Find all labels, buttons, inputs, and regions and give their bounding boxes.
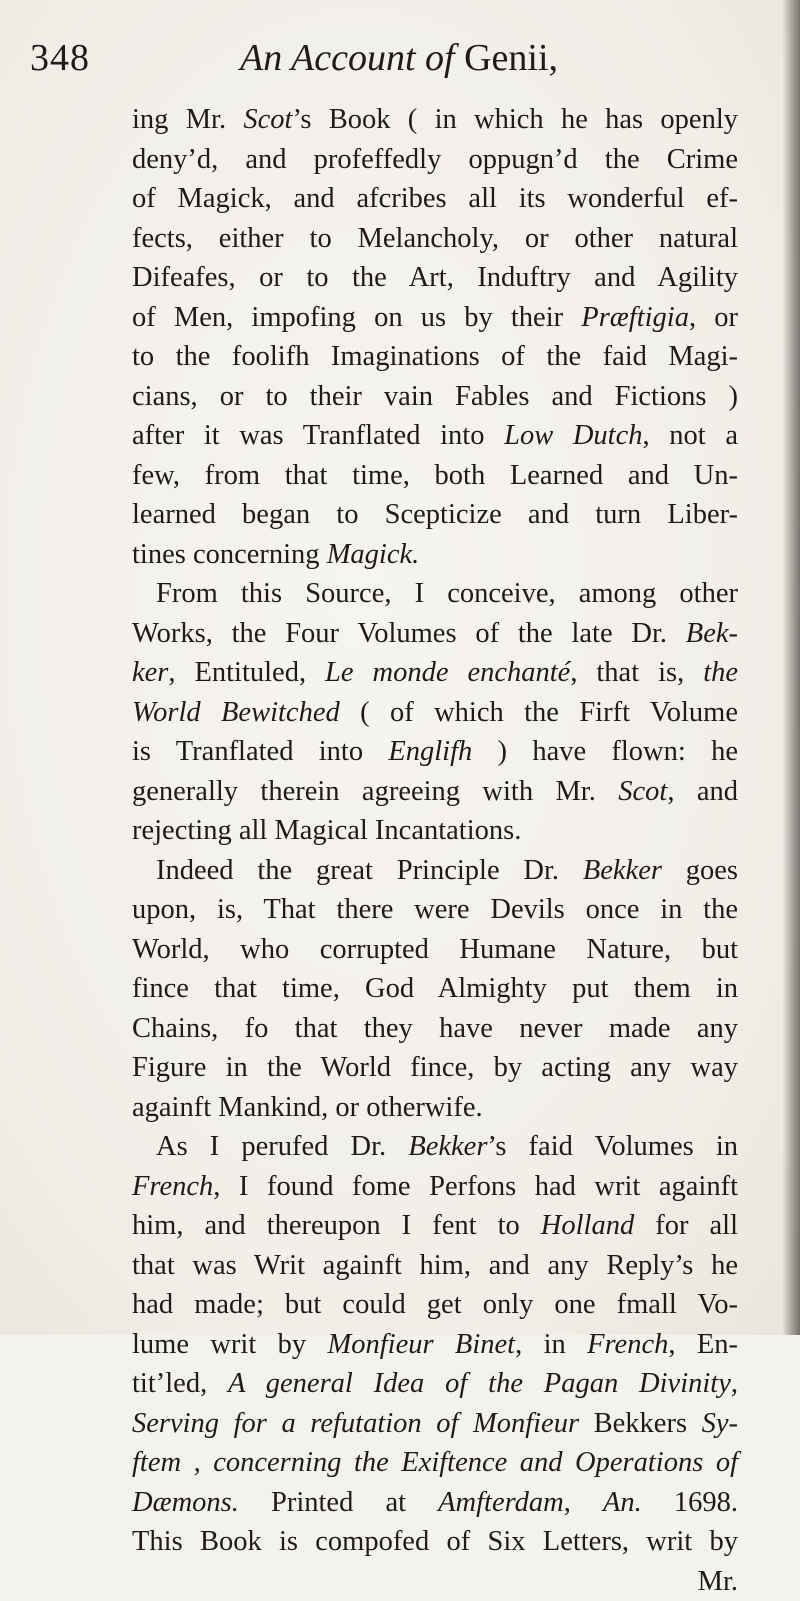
text-run: ( of which the Firft Volume	[340, 697, 738, 728]
text-run: had made; but could get only one fmall Vo-	[132, 1289, 738, 1320]
text-run: Indeed the great Principle Dr.	[156, 855, 583, 886]
running-head-italic: An Account of	[240, 37, 455, 79]
italic-run: Monfieur Binet	[328, 1329, 516, 1360]
text-run: Works, the Four Volumes of the late Dr.	[132, 618, 686, 649]
text-run: after it was Tranflated into	[132, 420, 504, 451]
text-line	[132, 416, 738, 456]
text-line	[132, 732, 738, 772]
text-run: of Magick, and afcribes all its wonderful ef-	[132, 183, 738, 214]
text-run: ) have flown: he	[472, 736, 738, 767]
italic-run: World Bewitched	[132, 697, 340, 728]
text-line	[132, 1443, 738, 1483]
text-run: that was Writ againft him, and any Reply’s he	[132, 1250, 738, 1281]
text-run: , in	[515, 1329, 587, 1360]
italic-run: Serving for a refutation of Monfieur	[132, 1408, 579, 1439]
text-run: fince that time, God Almighty put them in	[132, 973, 738, 1004]
text-line	[132, 456, 738, 496]
text-run: Bekkers	[579, 1408, 702, 1439]
text-line	[132, 1127, 738, 1167]
text-run: ’s faid Volumes in	[487, 1131, 738, 1162]
italic-run: ker	[132, 657, 168, 688]
body-text	[132, 100, 738, 1601]
italic-run: French	[132, 1171, 213, 1202]
text-run: , En-	[668, 1329, 738, 1360]
text-line	[132, 100, 738, 140]
italic-run: An.	[603, 1487, 642, 1518]
italic-run: Bekker	[408, 1131, 487, 1162]
text-run: , or	[689, 302, 738, 333]
text-run: Printed at	[239, 1487, 438, 1518]
text-run: is Tranflated into	[132, 736, 388, 767]
text-run: , I found fome Perfons had writ againft	[213, 1171, 738, 1202]
text-run: againft Mankind, or otherwife.	[132, 1092, 483, 1123]
text-run: Difeafes, or to the Art, Induftry and Agility	[132, 262, 738, 293]
text-run: fects, either to Melancholy, or other natural	[132, 223, 738, 254]
text-line	[132, 1404, 738, 1444]
italic-run: Amfterdam	[438, 1487, 564, 1518]
text-run: generally therein agreeing with Mr.	[132, 776, 618, 807]
text-run: , Entituled,	[168, 657, 325, 688]
text-line	[132, 535, 738, 575]
text-run: This Book is compofed of Six Letters, writ by	[132, 1526, 738, 1557]
italic-run: Dæmons.	[132, 1487, 239, 1518]
italic-run: Magick.	[327, 539, 420, 570]
italic-run: Sy-	[702, 1408, 738, 1439]
italic-run: ftem , concerning the Exiftence and Operations of	[132, 1447, 738, 1478]
text-run: Chains, fo that they have never made any	[132, 1013, 738, 1044]
text-line	[132, 930, 738, 970]
text-run: , and	[667, 776, 738, 807]
italic-run: Bekker	[583, 855, 662, 886]
italic-run: Scot	[243, 104, 292, 135]
text-run: , that is,	[570, 657, 703, 688]
text-line	[132, 1522, 738, 1562]
text-run: tines concerning	[132, 539, 327, 570]
page-edge-shadow	[782, 0, 800, 1335]
text-line	[132, 1009, 738, 1049]
text-line	[132, 772, 738, 812]
text-line	[132, 1246, 738, 1286]
text-line	[132, 1325, 738, 1365]
italic-run: French	[587, 1329, 668, 1360]
text-run: for all	[634, 1210, 738, 1241]
text-line	[132, 140, 738, 180]
text-line	[132, 258, 738, 298]
text-line	[132, 1364, 738, 1404]
text-run: cians, or to their vain Fables and Fictions )	[132, 381, 738, 412]
text-line	[132, 1167, 738, 1207]
running-head-roman: Genii,	[464, 37, 558, 79]
text-run: tit’led,	[132, 1368, 228, 1399]
text-line	[132, 1562, 738, 1601]
italic-run: Le monde enchanté	[325, 657, 570, 688]
running-head	[240, 36, 558, 80]
italic-run: A general Idea of the Pagan Divinity	[228, 1368, 731, 1399]
text-line	[132, 693, 738, 733]
text-line	[132, 890, 738, 930]
text-line	[132, 179, 738, 219]
italic-run: Low Dutch	[504, 420, 642, 451]
text-run: Mr.	[698, 1566, 738, 1597]
italic-run: Englifh	[388, 736, 472, 767]
text-run: ing Mr.	[132, 104, 243, 135]
text-run: Figure in the World fince, by acting any way	[132, 1052, 738, 1083]
text-line	[132, 1206, 738, 1246]
text-run: ,	[731, 1368, 738, 1399]
text-run: ,	[564, 1487, 603, 1518]
text-run: rejecting all Magical Incantations.	[132, 815, 521, 846]
italic-run: Holland	[541, 1210, 634, 1241]
text-line	[132, 969, 738, 1009]
page-number: 348	[30, 36, 90, 80]
text-line	[132, 614, 738, 654]
text-run: 1698.	[642, 1487, 738, 1518]
text-run: As I perufed Dr.	[156, 1131, 408, 1162]
text-line	[132, 219, 738, 259]
text-run: learned began to Scepticize and turn Liber-	[132, 499, 738, 530]
text-run: him, and thereupon I fent to	[132, 1210, 541, 1241]
italic-run: Præftigia	[581, 302, 689, 333]
italic-run: the	[703, 657, 738, 688]
text-run: World, who corrupted Humane Nature, but	[132, 934, 738, 965]
text-line	[132, 495, 738, 535]
italic-run: Scot	[618, 776, 667, 807]
text-line	[132, 1285, 738, 1325]
text-line	[132, 377, 738, 417]
text-run: lume writ by	[132, 1329, 328, 1360]
text-line	[132, 851, 738, 891]
text-run: , not a	[643, 420, 739, 451]
text-line	[132, 653, 738, 693]
text-run: ’s Book ( in which he has openly	[292, 104, 738, 135]
italic-run: Bek-	[686, 618, 738, 649]
text-line	[132, 1088, 738, 1128]
text-run: to the foolifh Imaginations of the faid Magi-	[132, 341, 738, 372]
text-line	[132, 337, 738, 377]
page-header	[30, 36, 760, 86]
text-run: deny’d, and profeffedly oppugn’d the Crime	[132, 144, 738, 175]
text-line	[132, 811, 738, 851]
text-line	[132, 1048, 738, 1088]
text-run: From this Source, I conceive, among other	[156, 578, 738, 609]
text-run: goes	[662, 855, 738, 886]
text-line	[132, 298, 738, 338]
text-run: of Men, impofing on us by their	[132, 302, 581, 333]
text-line	[132, 574, 738, 614]
text-run: upon, is, That there were Devils once in the	[132, 894, 738, 925]
text-line	[132, 1483, 738, 1523]
text-run: few, from that time, both Learned and Un-	[132, 460, 738, 491]
